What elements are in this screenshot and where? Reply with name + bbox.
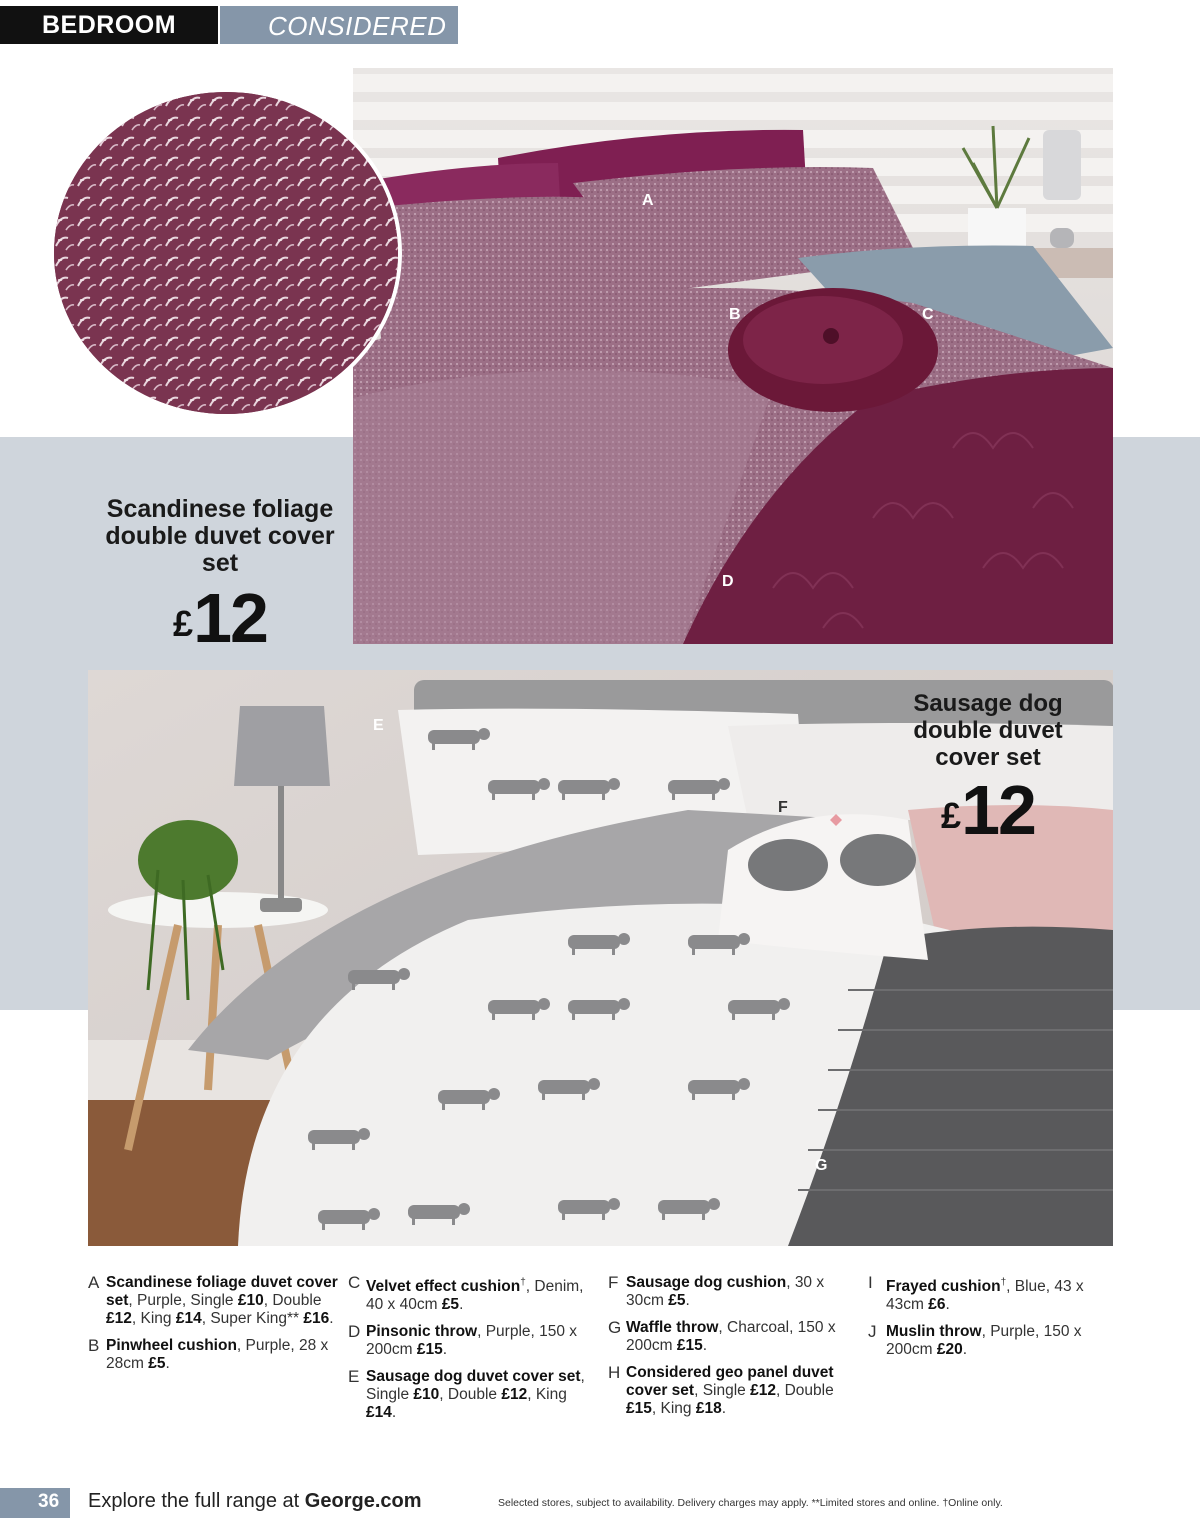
photo-label-c: C bbox=[922, 306, 934, 323]
product-details: . bbox=[165, 1355, 170, 1372]
explore-text: Explore the full range at bbox=[88, 1490, 305, 1512]
product-details: , Blue, 43 x 43cm bbox=[886, 1278, 1084, 1314]
product-item-g bbox=[608, 1319, 858, 1355]
product-name: Considered geo panel duvet cover set bbox=[626, 1364, 834, 1399]
product-details: . bbox=[329, 1310, 334, 1327]
hero2-price-value: 12 bbox=[961, 771, 1035, 849]
hero1-price-value: 12 bbox=[193, 579, 267, 657]
product-item-b bbox=[88, 1337, 338, 1373]
product-price: £12 bbox=[106, 1310, 132, 1327]
product-letter: E bbox=[348, 1367, 360, 1387]
product-item-a bbox=[88, 1274, 338, 1328]
product-details: , Single bbox=[366, 1368, 585, 1404]
product-item-h bbox=[608, 1364, 858, 1418]
product-details: , Double bbox=[263, 1292, 322, 1309]
product-name: Sausage dog cushion bbox=[626, 1274, 787, 1291]
product-letter: G bbox=[608, 1318, 622, 1337]
photo-label-a: A bbox=[642, 192, 654, 209]
product-price: £6 bbox=[928, 1296, 946, 1314]
product-details: . bbox=[685, 1292, 690, 1309]
product-letter: H bbox=[608, 1363, 621, 1382]
photo-label-g: G bbox=[815, 1157, 828, 1174]
product-details: . bbox=[459, 1296, 464, 1314]
product-letter: B bbox=[88, 1336, 100, 1355]
fabric-swatch-image bbox=[50, 88, 402, 418]
hero2-currency: £ bbox=[941, 795, 962, 836]
product-details: , Purple, 150 x 200cm bbox=[366, 1323, 578, 1359]
product-item-e bbox=[348, 1368, 598, 1422]
photo-label-d: D bbox=[722, 573, 734, 590]
product-details: , Single bbox=[694, 1382, 751, 1399]
product-price: £15 bbox=[676, 1337, 703, 1354]
photo-label-e: E bbox=[373, 717, 384, 734]
product-details: . bbox=[945, 1296, 950, 1314]
product-price: £18 bbox=[695, 1400, 722, 1417]
product-details: , King bbox=[131, 1310, 176, 1327]
product-price: £14 bbox=[175, 1310, 202, 1327]
product-details: , Purple, Single bbox=[128, 1292, 238, 1309]
product-details: , Denim, 40 x 40cm bbox=[366, 1278, 584, 1314]
hero1-price bbox=[100, 578, 340, 658]
photo-label-b: B bbox=[729, 306, 741, 323]
product-details: , King bbox=[651, 1400, 696, 1417]
product-name: Waffle throw bbox=[626, 1319, 719, 1336]
product-price: £20 bbox=[936, 1341, 963, 1359]
product-details: . bbox=[702, 1337, 708, 1354]
product-name: Pinwheel cushion bbox=[106, 1337, 237, 1354]
product-name: Frayed cushion bbox=[886, 1278, 1001, 1296]
online-only-mark: † bbox=[1000, 1277, 1007, 1288]
photo-label-f: F bbox=[778, 799, 788, 816]
product-item-d bbox=[348, 1323, 598, 1359]
product-price: £16 bbox=[303, 1310, 330, 1327]
explore-link-text bbox=[88, 1490, 422, 1513]
section-title: BEDROOM bbox=[42, 11, 177, 39]
brand-header bbox=[220, 6, 458, 44]
disclaimer: Selected stores, subject to availability. Delivery charges may apply. **Limited stores and online. †Online only. bbox=[498, 1497, 1003, 1509]
product-price: £10 bbox=[237, 1292, 264, 1309]
product-name: Scandinese foliage duvet cover set bbox=[106, 1274, 338, 1309]
product-item-j bbox=[868, 1323, 1118, 1359]
product-price: £14 bbox=[366, 1404, 392, 1422]
product-item-f bbox=[608, 1274, 858, 1310]
product-details: , Purple, 150 x 200cm bbox=[886, 1323, 1082, 1359]
page-number: 36 bbox=[38, 1491, 60, 1512]
product-details: , King bbox=[527, 1386, 567, 1404]
product-details: . bbox=[442, 1341, 448, 1359]
product-details: . bbox=[391, 1404, 397, 1422]
hero2-title: Sausage dog double duvet cover set bbox=[913, 690, 1063, 771]
website-link[interactable]: George.com bbox=[304, 1490, 422, 1512]
product-details: , Charcoal, 150 x 200cm bbox=[626, 1319, 836, 1354]
hero1-title: Scandinese foliage double duvet cover set bbox=[105, 495, 335, 577]
product-item-c bbox=[348, 1274, 598, 1314]
product-details: , 30 x 30cm bbox=[626, 1274, 825, 1309]
product-letter: I bbox=[868, 1273, 873, 1292]
product-column-3 bbox=[608, 1274, 858, 1427]
product-details: , Purple, 28 x 28cm bbox=[106, 1337, 329, 1372]
product-price: £5 bbox=[441, 1296, 460, 1314]
product-name: Muslin throw bbox=[886, 1323, 982, 1341]
product-price: £12 bbox=[750, 1382, 776, 1399]
product-details: . bbox=[721, 1400, 727, 1417]
product-name: Velvet effect cushion bbox=[366, 1278, 521, 1296]
product-letter: C bbox=[348, 1273, 361, 1292]
product-price: £15 bbox=[626, 1400, 652, 1417]
product-price: £5 bbox=[668, 1292, 686, 1309]
product-letter: J bbox=[868, 1322, 877, 1342]
page-number-tab bbox=[0, 1488, 70, 1518]
product-price: £5 bbox=[148, 1355, 166, 1372]
product-column-1 bbox=[88, 1274, 338, 1382]
product-letter: A bbox=[88, 1273, 100, 1292]
product-details: . bbox=[962, 1341, 968, 1359]
purple-bed-photo bbox=[353, 68, 1113, 644]
product-details: , Double bbox=[439, 1386, 502, 1404]
brand-title: CONSIDERED bbox=[268, 11, 447, 41]
product-details: , Double bbox=[775, 1382, 834, 1399]
online-only-mark: † bbox=[520, 1277, 526, 1288]
product-price: £15 bbox=[416, 1341, 443, 1359]
product-price: £12 bbox=[501, 1386, 528, 1404]
hero2-price bbox=[890, 770, 1086, 850]
product-letter: F bbox=[608, 1273, 619, 1292]
product-price: £10 bbox=[413, 1386, 440, 1404]
product-column-2 bbox=[348, 1274, 598, 1431]
product-name: Sausage dog duvet cover set bbox=[366, 1368, 581, 1386]
hero1-currency: £ bbox=[173, 603, 194, 644]
product-letter: D bbox=[348, 1322, 361, 1342]
product-details: , Super King** bbox=[201, 1310, 304, 1327]
product-column-4 bbox=[868, 1274, 1118, 1368]
section-header bbox=[0, 6, 218, 44]
product-item-i bbox=[868, 1274, 1118, 1314]
product-name: Pinsonic throw bbox=[366, 1323, 478, 1341]
